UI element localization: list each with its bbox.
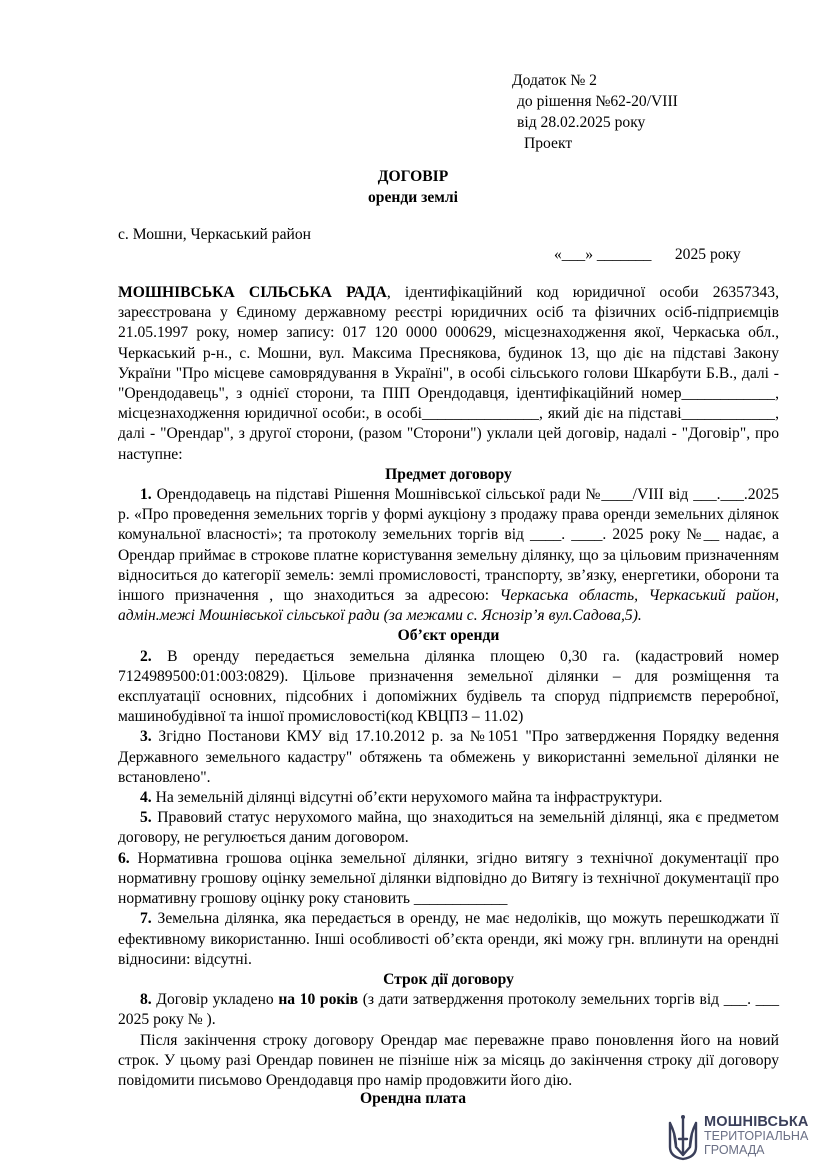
clause-8 (118, 990, 779, 1030)
clause-8-text-cont: (з дати затвердження протоколу земельних торгів від ___. ___ 2025 року № ). (118, 991, 779, 1029)
clause-5-number: 5. (140, 809, 152, 827)
clause-6-text: Нормативна грошова оцінка земельної ділянки, згідно витягу з технічної документації про нормативну грошову оцінку земельної ділянки відповідно до Витягу із технічної документації про нормативну грошову оцінку року становить ____________ (118, 849, 779, 908)
clause-5-text: Правовий статус нерухомого майна, що знаходиться на земельній ділянці, яка є предметом договору, не регулюється даним договором. (118, 809, 779, 847)
clause-2-number: 2. (140, 647, 152, 665)
clause-1-text: Орендодавець на підставі Рішення Мошнівської сільської ради №____/VIII від ___.___.2025 р. «Про проведення земельних торгів у формі аукціону з продажу права оренди земельних ділянок комунальної власності»; та протоколу земельних торгів від ____. ____. 2025 року №__ надає, а Орендар приймає в строкове платне користування земельну ділянку, що за цільовим призначенням відноситься до категорії земель: землі промисловості, транспорту, зв’язку, енергетики, оборони та іншого призначення , що знаходиться за адресою: (118, 486, 779, 605)
annex-decision: до рішення №62-20/VIII (517, 93, 678, 110)
logo-subtitle: ТЕРИТОРІАЛЬНА (704, 1129, 809, 1143)
logo-title: МОШНІВСЬКА (704, 1114, 809, 1130)
contract-date: «___» _______ 2025 року (554, 246, 741, 263)
annex-number: Додаток № 2 (512, 72, 597, 89)
document-title: ДОГОВІР (377, 168, 449, 185)
clause-2 (118, 647, 779, 728)
clause-3 (118, 727, 779, 788)
logo-subtitle-2: ГРОМАДА (704, 1143, 765, 1157)
clause-1 (118, 485, 779, 626)
clause-3-number: 3. (140, 728, 152, 746)
clause-5 (118, 808, 779, 848)
section-term-heading: Строк дії договору (383, 970, 514, 988)
clause-6-number: 6. (118, 849, 130, 867)
intro-text: , ідентифікаційний код юридичної особи 26357343, зареєстрована у Єдиному державному реєстрі юридичних осіб та фізичних осіб-підприємців 21.05.1997 року, номер запису: 017 120 0000 000629, місцезнаходження якої, Черкаська обл., Черкаський р-н., с. Мошни, вул. Максима Преснякова, будинок 13, що діє на підставі Закону України "Про місцеве самоврядування в Україні", в особі сільського голови Шкарбути Б.В., далі - "Орендодавець", з однієї сторони, та ПІП Орендодавця, ідентифікаційний номер____________, місцезнаходження юридичної особи:, в особі_______________, який діє на підставі____________, далі - "Орендар", з другої сторони, (разом "Сторони") уклали цей договір, надалі - "Договір", про наступне: (118, 284, 780, 463)
clause-1-address: Черкаська область, Черкаський район, адмін.межі Мошнівської сільської ради (за межами с. Яснозір’я вул.Садова,5). (118, 587, 779, 625)
community-logo (666, 1113, 816, 1163)
clause-8-number: 8. (140, 991, 152, 1009)
annex-date: від 28.02.2025 року (517, 114, 646, 131)
clause-4-text: На земельній ділянці відсутні об’єкти нерухомого майна та інфраструктури. (151, 789, 663, 807)
annex-block (512, 70, 678, 154)
clause-2-text-cont: . (кадастровий номер 7124989500:01:003:0829). Цільове призначення земельної ділянки – для розміщення та експлуатації основних, підсобних і допоміжних будівель та споруд підприємств переробної, машинобудівної та іншої промисловості(код КВЦПЗ – 11.02) (118, 647, 779, 726)
clause-2-text: В оренду передається земельна ділянка площею 0,30 га (151, 647, 617, 665)
clause-4-number: 4. (140, 789, 152, 807)
clause-renewal: Після закінчення строку договору Орендар має переважне право поновлення його на новий строк. У цьому разі Орендар повинен не пізніше ніж за місяць до закінчення строку дії договору повідомити письмово Орендодавця про намір продовжити його дію. (118, 1031, 779, 1089)
trident-icon (666, 1113, 700, 1163)
clause-6 (118, 849, 779, 910)
clause-7-text: Земельна ділянка, яка передається в оренду, не має недоліків, що можуть перешкоджати її ефективному використанню. Інші особливості об’єкта оренди, які можу грн. вплинути на орендні відносини: відсутні. (118, 910, 779, 968)
section-rent-heading: Орендна плата (359, 1090, 467, 1107)
intro-paragraph (118, 283, 779, 465)
section-subject-heading: Предмет договору (385, 465, 512, 483)
clause-8-text: Договір укладено (151, 991, 279, 1009)
document-subtitle: оренди землі (367, 189, 459, 206)
document-body (118, 283, 779, 1091)
clause-1-number: 1. (140, 486, 152, 504)
clause-8-term: на 10 років (278, 991, 359, 1009)
contract-place: с. Мошни, Черкаський район (118, 226, 312, 243)
clause-7 (118, 909, 779, 970)
clause-7-number: 7. (140, 910, 152, 928)
annex-draft-label: Проект (524, 135, 573, 152)
clause-3-text: Згідно Постанови КМУ від 17.10.2012 р. за №1051 "Про затвердження Порядку ведення Державного земельного кадастру" обтяжень та обмежень у використанні земельної ділянки не встановлено". (118, 728, 779, 786)
landlord-name: МОШНІВСЬКА СІЛЬСЬКА РАДА (118, 284, 387, 301)
section-object-heading: Об’єкт оренди (397, 627, 500, 645)
clause-4 (118, 788, 779, 808)
